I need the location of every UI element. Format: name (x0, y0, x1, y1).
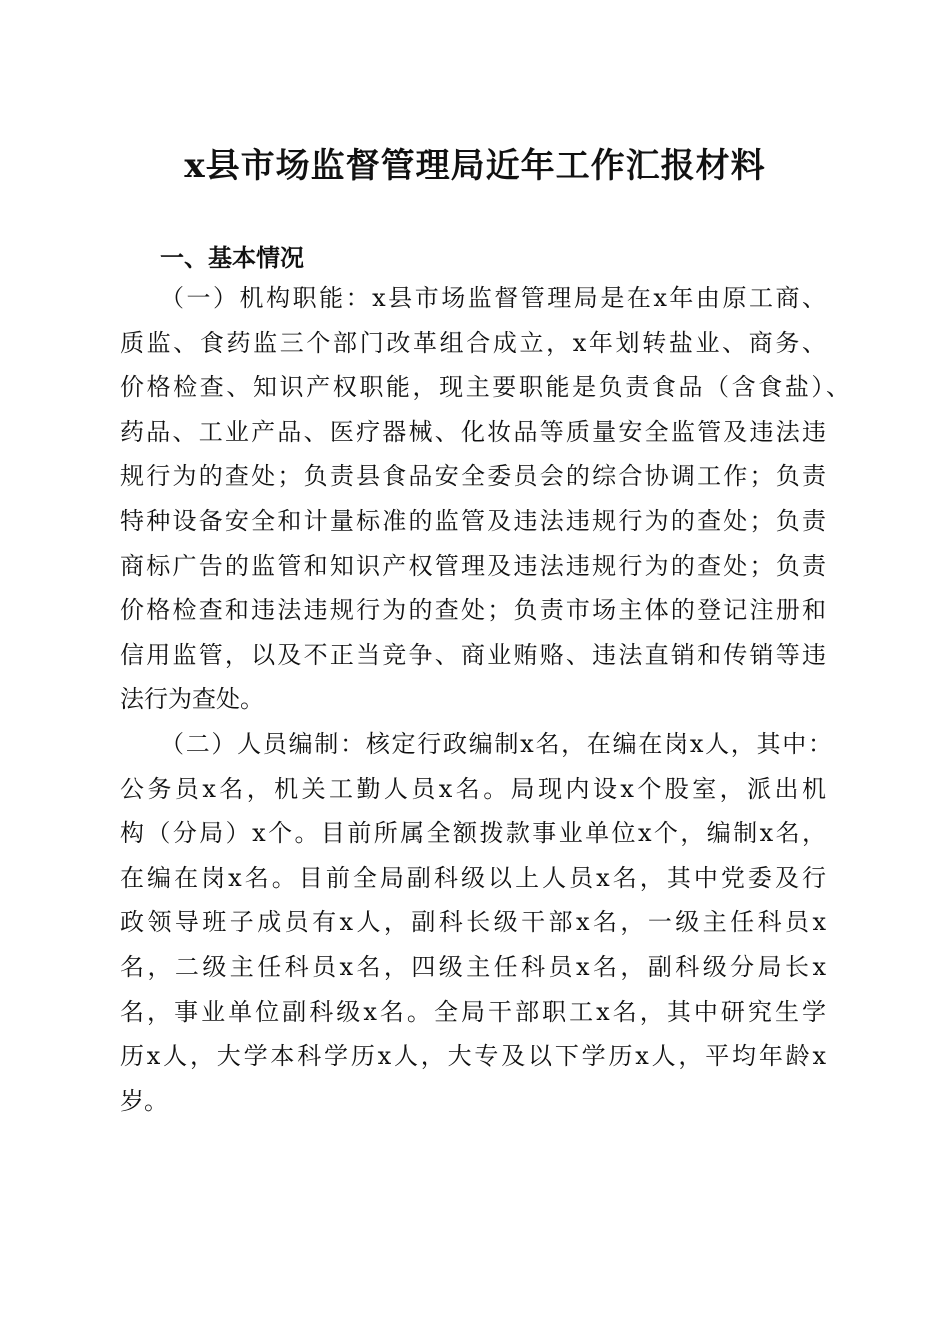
text-line: （二）人员编制：核定行政编制x名，在编在岗x人，其中： (160, 729, 832, 758)
text-line: 商标广告的监管和知识产权管理及违法违规行为的查处；负责 (120, 551, 826, 580)
text-line: 药品、工业产品、医疗器械、化妆品等质量安全监管及违法违 (120, 417, 826, 446)
text-line: 价格检查和违法违规行为的查处；负责市场主体的登记注册和 (120, 596, 826, 625)
document-body (120, 276, 850, 1123)
text-line: 历x人，大学本科学历x人，大专及以下学历x人，平均年龄x (120, 1042, 826, 1071)
document-title: x县市场监督管理局近年工作汇报材料 (184, 146, 766, 186)
text-line: 岁。 (120, 1086, 168, 1115)
text-line: 规行为的查处；负责县食品安全委员会的综合协调工作；负责 (120, 462, 826, 491)
text-line: 公务员x名，机关工勤人员x名。局现内设x个股室，派出机 (120, 774, 826, 803)
text-line: 信用监管，以及不正当竞争、商业贿赂、违法直销和传销等违 (120, 640, 826, 669)
text-line: 名，二级主任科员x名，四级主任科员x名，副科级分局长x (120, 952, 826, 981)
text-line: （一）机构职能：x县市场监督管理局是在x年由原工商、 (160, 284, 826, 312)
text-line: 在编在岗x名。目前全局副科级以上人员x名，其中党委及行 (120, 863, 826, 892)
text-line: 法行为查处。 (120, 685, 264, 714)
paragraph-staffing (120, 722, 832, 1123)
text-line: 名，事业单位副科级x名。全局干部职工x名，其中研究生学 (120, 997, 826, 1026)
text-line: 构（分局）x个。目前所属全额拨款事业单位x个，编制x名， (120, 819, 826, 848)
paragraph-functions (120, 276, 850, 722)
section-heading: 一、基本情况 (160, 244, 304, 272)
text-line: 价格检查、知识产权职能，现主要职能是负责食品（含食盐）、 (120, 373, 850, 402)
text-line: 质监、食药监三个部门改革组合成立，x年划转盐业、商务、 (120, 328, 826, 357)
text-line: 特种设备安全和计量标准的监管及违法违规行为的查处；负责 (120, 506, 826, 535)
text-line: 政领导班子成员有x人，副科长级干部x名，一级主任科员x (120, 908, 826, 937)
